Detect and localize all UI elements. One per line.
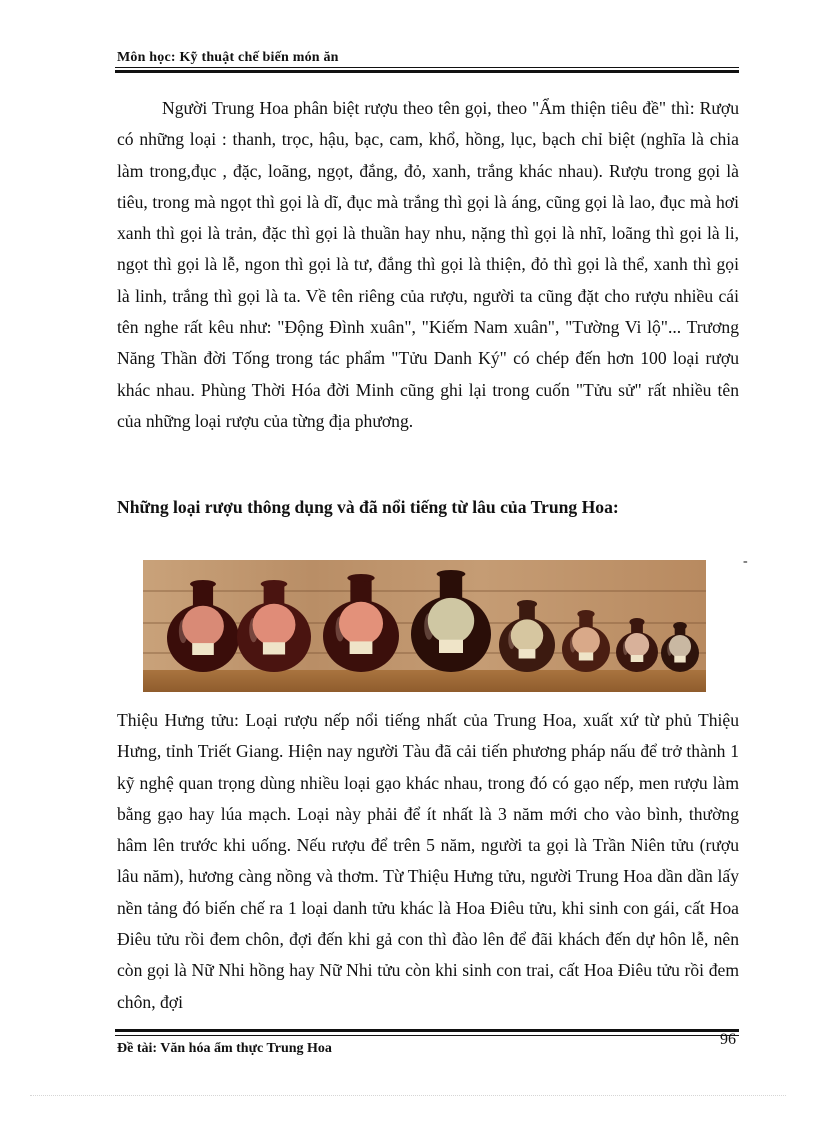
wine-jar — [616, 618, 658, 672]
wine-jars-photo — [143, 560, 706, 692]
jar-label — [511, 619, 543, 651]
footer-rule-thin — [115, 1035, 739, 1036]
page-number: 96 — [720, 1031, 736, 1048]
jar-label — [625, 633, 649, 657]
section-heading: Những loại rượu thông dụng và đã nổi tiếng từ lâu của Trung Hoa: — [117, 497, 619, 517]
jar-lip — [517, 600, 537, 608]
jar-label — [572, 627, 600, 655]
body-paragraph-1: Người Trung Hoa phân biệt rượu theo tên gọi, theo "Ẩm thiện tiêu đề" thì: Rượu có những loại : thanh, trọc, hậu, bạc, cam, khổ, hồng, lục, bạch chỉ biệt (nghĩa là chia làm trong,đục , đặc, loãng, ngọt, đắng, đỏ, xanh, trắng khác nhau). Rượu trong gọi là tiêu, trong mà ngọt thì gọi là dĩ, đục mà trắng thì gọi là áng, cũng gọi là lao, đục mà hơi xanh thì gọi là trản, đặc thì gọi là thuần hay nhu, nặng thì gọi là nhĩ, loãng thì gọi là li, ngọt thì gọi là lễ, ngon thì gọi là tư, đắng thì gọi là thiện, đỏ thì gọi là thể, xanh thì gọi là linh, trắng thì gọi là ta. Về tên riêng của rượu, người ta cũng đặt cho rượu nhiều cái tên nghe rất kêu như: "Động Đình xuân", "Kiếm Nam xuân", "Tường Vi lộ"... Trương Năng Thần đời Tống trong tác phẩm "Tửu Danh Ký" có chép đến hơn 100 loại rượu khác nhau. Phùng Thời Hóa đời Minh cũng ghi lại trong cuốn "Tửu sử" rất nhiều tên của những loại rượu của từng địa phương. — [117, 98, 739, 431]
footer-topic-title: Đề tài: Văn hóa ẩm thực Trung Hoa — [117, 1041, 332, 1056]
jar-tag — [192, 643, 214, 655]
wine-jars-illustration — [143, 560, 706, 692]
wine-jar — [167, 580, 239, 672]
jar-tag — [263, 642, 285, 654]
stray-mark: - — [743, 554, 748, 569]
jar-tag — [631, 655, 644, 662]
jar-tag — [674, 656, 685, 663]
wine-jar — [237, 580, 311, 672]
jar-label — [428, 598, 474, 644]
jar-lip — [261, 580, 288, 588]
page-edge-dots — [30, 1095, 786, 1096]
wine-jar — [323, 574, 399, 672]
jar-lip — [629, 618, 644, 626]
jar-lip — [190, 580, 216, 588]
jar-lip — [673, 622, 687, 630]
header-rule-thick — [115, 70, 739, 73]
body-paragraph-2: Thiệu Hưng tửu: Loại rượu nếp nổi tiếng nhất của Trung Hoa, xuất xứ từ phủ Thiệu Hưng, tỉnh Triết Giang. Hiện nay người Tàu đã cải tiến phương pháp nấu để trở thành 1 kỹ nghệ quan trọng dùng nhiều loại gạo khác nhau, trong đó có gạo nếp, men rượu làm bằng gạo hay lúa mạch. Loại này phải để ít nhất là 3 năm mới cho vào bình, thường hâm lên trước khi uống. Nếu rượu để trên 5 năm, người ta gọi là Trần Niên tửu (rượu lâu năm), hương càng nồng và thơm. Từ Thiệu Hưng tửu, người Trung Hoa dần dần lấy nền tảng đó biến chế ra 1 loại danh tửu khác là Hoa Điêu tửu, khi sinh con gái, cất Hoa Điêu tửu rồi đem chôn, đợi đến khi gả con thì đào lên để đãi khách đến dự hôn lễ, nên còn gọi là Nữ Nhi hồng hay Nữ Nhi tửu còn khi sinh con trai, cất Hoa Điêu tửu rồi đem chôn, đợi — [117, 710, 739, 1012]
wine-jar — [661, 622, 699, 672]
jar-tag — [519, 649, 536, 658]
jar-tag — [439, 640, 463, 653]
wine-jar — [411, 570, 491, 672]
jar-label — [339, 602, 383, 645]
jar-lip — [437, 570, 466, 578]
header-rule-thin — [115, 67, 739, 68]
footer-rule-thick — [115, 1029, 739, 1032]
wine-jar — [562, 610, 610, 672]
jar-label — [182, 606, 224, 647]
jar-tag — [579, 652, 593, 660]
header-course-title: Môn học: Kỹ thuật chế biến món ăn — [117, 50, 339, 65]
jar-lip — [347, 574, 374, 582]
jar-label — [669, 635, 691, 658]
wine-jar — [499, 600, 555, 672]
jar-lip — [577, 610, 594, 618]
jar-tag — [350, 641, 373, 654]
jar-label — [253, 604, 296, 646]
